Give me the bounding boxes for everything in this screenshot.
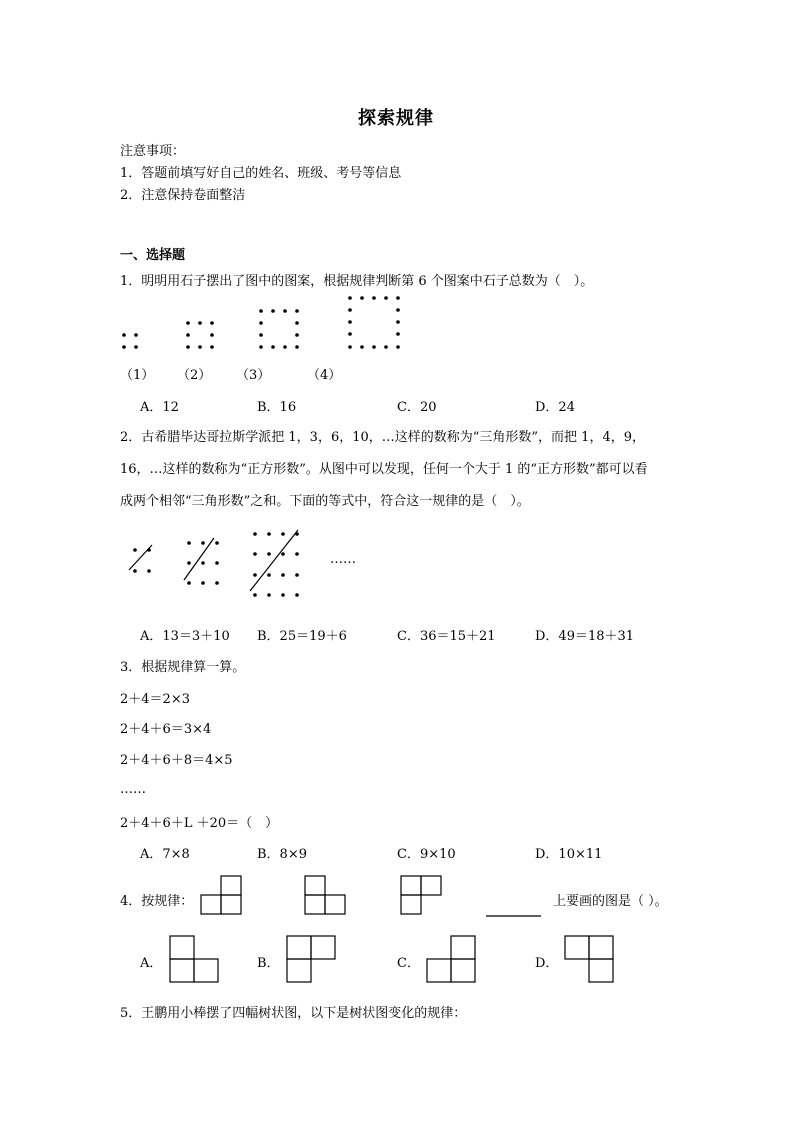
q2-option-a[interactable]: A．13＝3＋10 [140, 629, 230, 644]
q3-option-a[interactable]: A．7×8 [140, 847, 190, 862]
q3-option-b[interactable]: B．8×9 [257, 847, 307, 862]
q1-label-1: （1） [120, 368, 155, 383]
q4-suffix: 上要画的图是（ ）。 [553, 894, 668, 909]
q2-option-b[interactable]: B．25＝19＋6 [257, 629, 347, 644]
q4-option-b[interactable]: B． [257, 956, 280, 971]
q3-option-c[interactable]: C．9×10 [397, 847, 456, 862]
q1-text: 1．明明用石子摆出了图中的图案，根据规律判断第 6 个图案中石子总数为（ ）。 [120, 274, 594, 289]
q1-label-4: （4） [307, 368, 342, 383]
notes-item-2: 2．注意保持卷面整洁 [120, 188, 246, 203]
page-title: 探索规律 [358, 108, 434, 129]
q2-line-1: 2．古希腊毕达哥拉斯学派把 1，3，6，10，…这样的数称为“三角形数”，而把 1，4，9， [120, 430, 645, 445]
q2-ellipsis: …… [330, 552, 356, 567]
q4-option-c-figure [427, 936, 475, 982]
q3-text: 3．根据规律算一算。 [120, 660, 246, 675]
q1-label-2: （2） [177, 368, 212, 383]
q2-option-d[interactable]: D．49＝18＋31 [535, 629, 635, 644]
q2-option-c[interactable]: C．36＝15＋21 [397, 629, 496, 644]
q4-option-b-figure [287, 936, 335, 982]
q1-option-b[interactable]: B．16 [257, 400, 297, 415]
q1-option-c[interactable]: C．20 [397, 400, 437, 415]
notes-heading: 注意事项： [120, 144, 186, 159]
q1-label-3: （3） [236, 368, 271, 383]
section-heading: 一、选择题 [120, 248, 186, 263]
q3-equation-4: 2＋4＋6＋L ＋20＝（ ） [120, 816, 279, 831]
q4-option-a[interactable]: A． [140, 956, 163, 971]
q1-option-a[interactable]: A．12 [140, 400, 179, 415]
notes-item-1: 1．答题前填写好自己的姓名、班级、考号等信息 [120, 166, 402, 181]
q1-option-d[interactable]: D．24 [535, 400, 575, 415]
q2-line-3: 成两个相邻“三角形数”之和。下面的等式中，符合这一规律的是（ ）。 [120, 494, 530, 509]
q2-line-2: 16，…这样的数称为“正方形数”。从图中可以发现，任何一个大于 1 的“正方形数”都可以看 [120, 462, 648, 477]
q3-equation-2: 2＋4＋6＝3×4 [120, 722, 212, 737]
q3-equation-1: 2＋4＝2×3 [120, 692, 190, 707]
q4-option-c[interactable]: C． [397, 956, 420, 971]
q5-text: 5．王鹏用小棒摆了四幅树状图，以下是树状图变化的规律： [120, 1006, 467, 1021]
q4-option-d-figure [565, 936, 613, 982]
q4-option-d[interactable]: D． [535, 956, 559, 971]
q3-equation-3: 2＋4＋6＋8＝4×5 [120, 753, 233, 768]
q3-dots: …… [120, 782, 146, 797]
q4-prefix: 4．按规律： [120, 894, 194, 909]
q4-option-a-figure [170, 936, 218, 982]
q3-option-d[interactable]: D．10×11 [535, 847, 603, 862]
